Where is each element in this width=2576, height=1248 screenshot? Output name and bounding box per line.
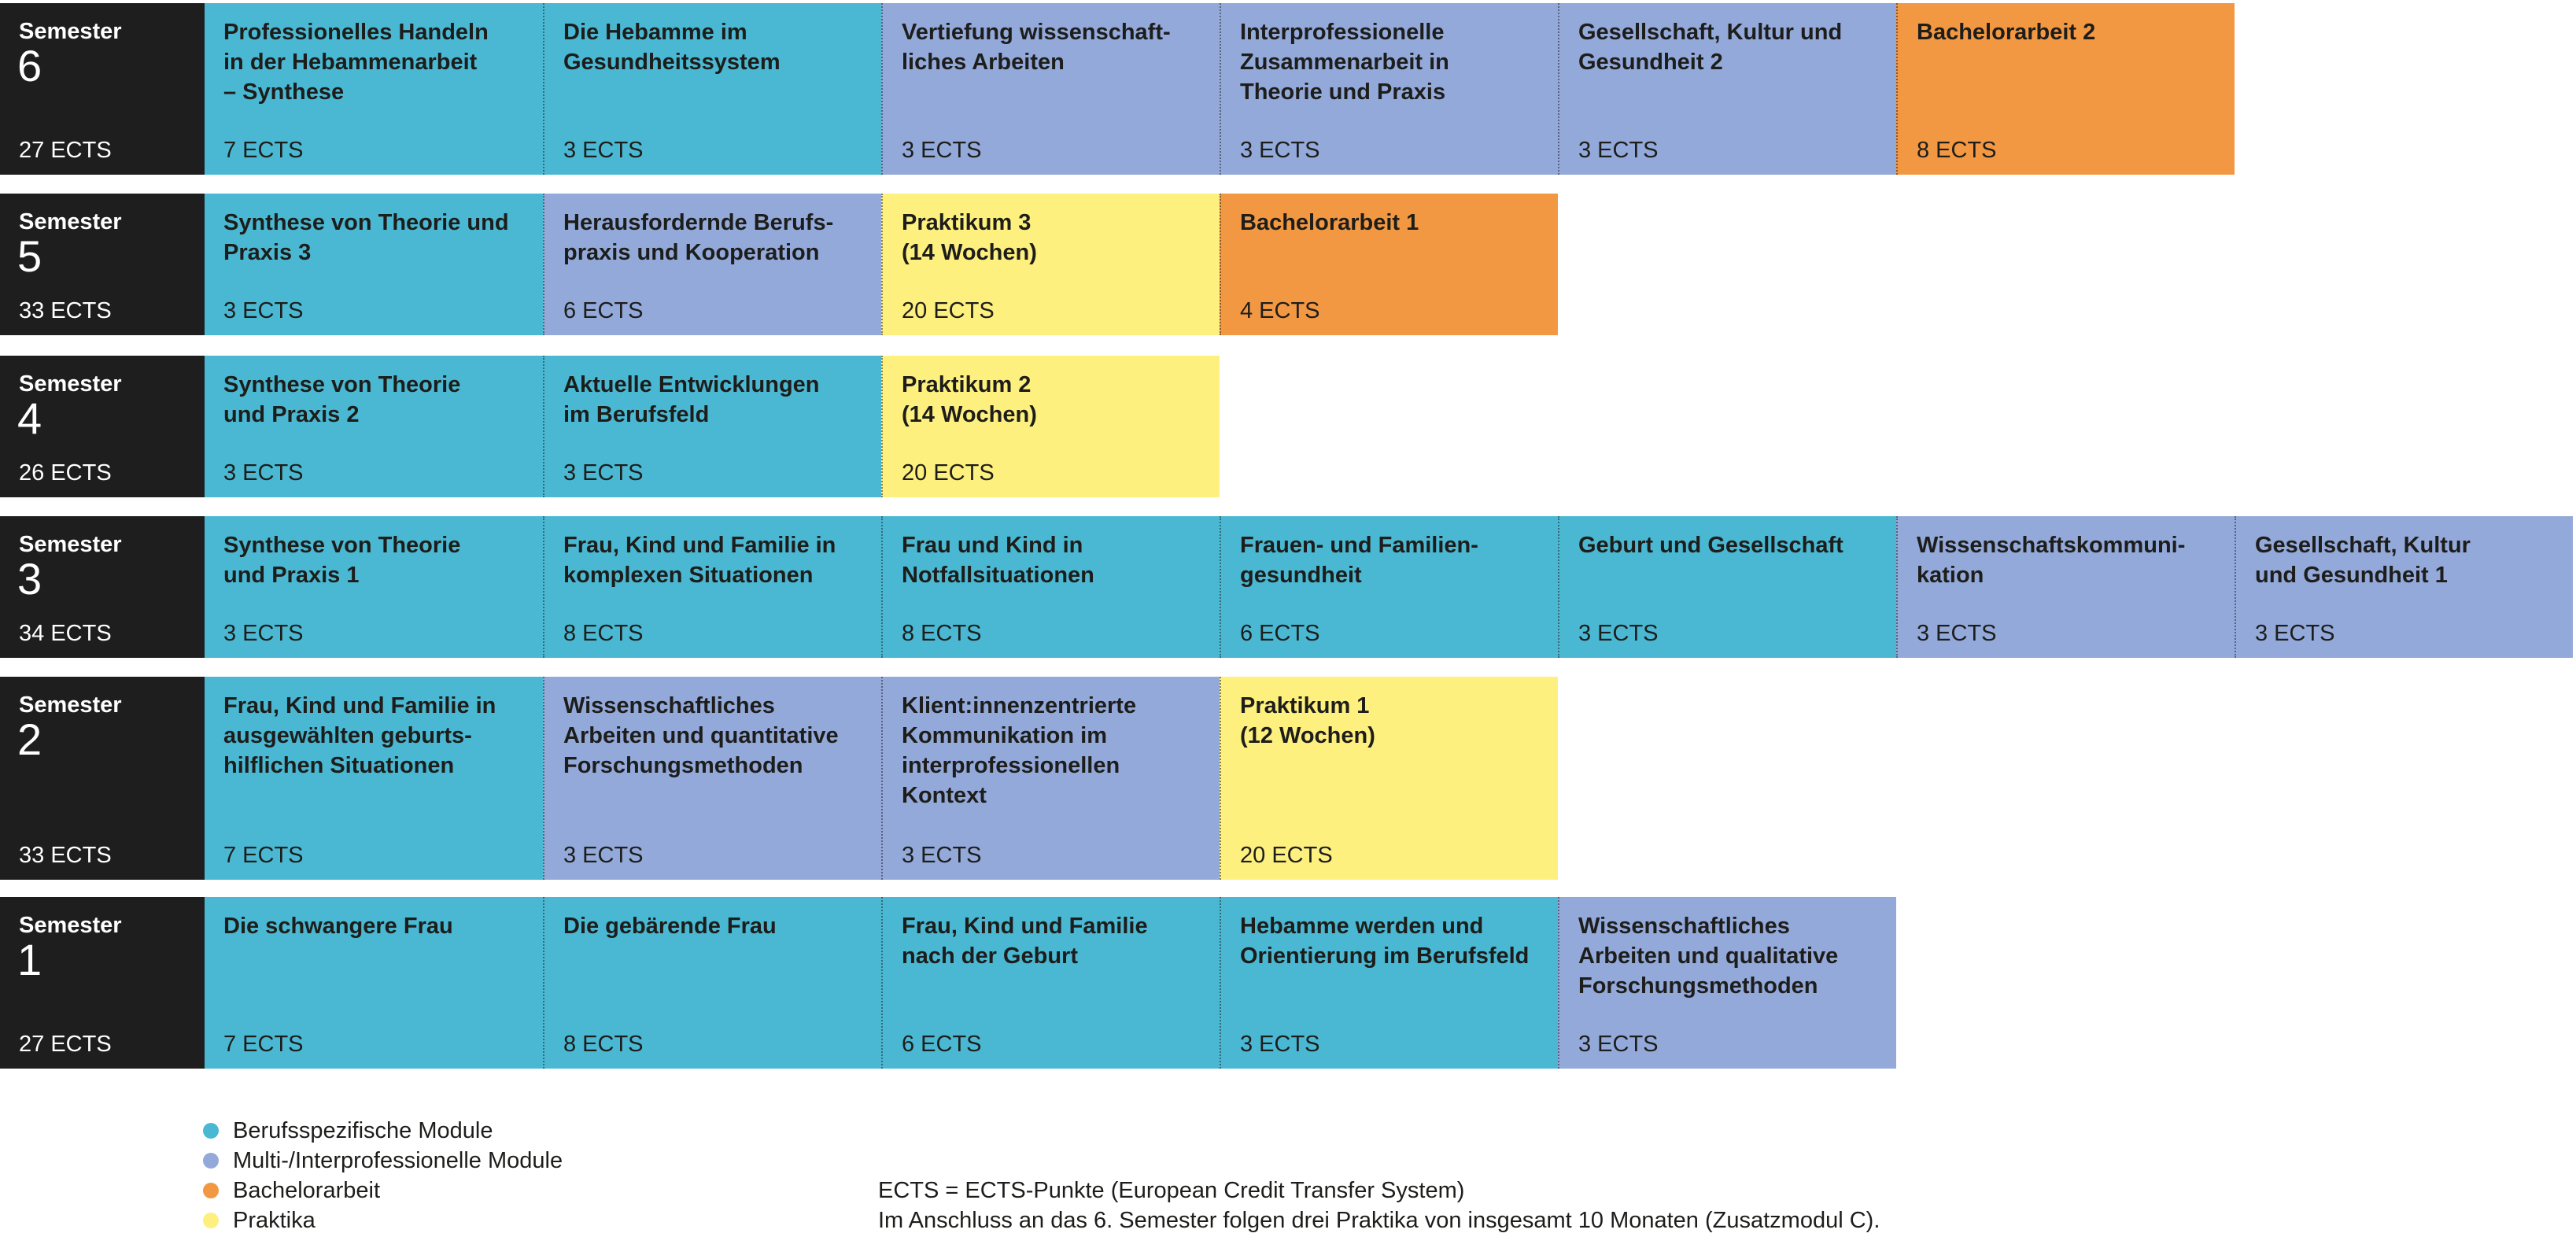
module-title: Wissenschaftskommuni- kation (1917, 533, 2186, 588)
module-card (881, 3, 1220, 175)
module-title: Bachelorarbeit 2 (1917, 20, 2096, 45)
module-card (1220, 194, 1558, 335)
semester-header (0, 677, 205, 880)
legend-dot-berufs (203, 1123, 219, 1139)
legend-item-berufsspezifisch (203, 1116, 563, 1146)
semester-header (0, 194, 205, 335)
module-card (205, 677, 543, 880)
module-card (1558, 3, 1896, 175)
module-ects: 3 ECTS (2255, 621, 2335, 646)
module-ects: 7 ECTS (223, 138, 304, 163)
legend-label: Multi-/Interprofessionelle Module (233, 1147, 563, 1173)
module-title: Die Hebamme im Gesundheitssystem (563, 20, 781, 75)
module-ects: 3 ECTS (1578, 1032, 1659, 1057)
module-title: Wissenschaftliches Arbeiten und quantitative Forschungsmethoden (563, 693, 839, 778)
semester-ects: 27 ECTS (19, 1032, 112, 1057)
module-card (205, 897, 543, 1069)
module-card (543, 516, 881, 658)
module-title: Die gebärende Frau (563, 914, 777, 939)
module-ects: 8 ECTS (563, 1032, 644, 1057)
semester-header (0, 3, 205, 175)
module-title: Hebamme werden und Orientierung im Berufsfeld (1240, 914, 1530, 969)
semester-row-4 (0, 356, 1220, 497)
module-card (1220, 677, 1558, 880)
module-title: Aktuelle Entwicklungen im Berufsfeld (563, 372, 820, 427)
module-ects: 3 ECTS (1240, 1032, 1320, 1057)
module-card (881, 356, 1220, 497)
legend-label: Bachelorarbeit (233, 1177, 380, 1203)
module-title: Bachelorarbeit 1 (1240, 210, 1419, 235)
module-ects: 6 ECTS (902, 1032, 982, 1057)
module-title: Frau, Kind und Familie in ausgewählten geburts- hilflichen Situationen (223, 693, 496, 778)
semester-header (0, 897, 205, 1069)
module-card (1896, 3, 2235, 175)
module-card (205, 194, 543, 335)
legend-dot-multi (203, 1153, 219, 1169)
module-title: Praktikum 1 (12 Wochen) (1240, 693, 1375, 748)
legend-label: Praktika (233, 1207, 316, 1233)
semester-label: Semester (19, 19, 122, 44)
module-card (1896, 516, 2235, 658)
module-ects: 3 ECTS (223, 298, 304, 323)
module-ects: 3 ECTS (1240, 138, 1320, 163)
module-card (1558, 897, 1896, 1069)
semester-row-1 (0, 897, 1896, 1069)
module-ects: 20 ECTS (902, 298, 995, 323)
module-ects: 3 ECTS (223, 621, 304, 646)
semester-ects: 34 ECTS (19, 621, 112, 646)
semester-row-3 (0, 516, 2573, 658)
semester-number: 1 (17, 935, 42, 984)
legend (203, 1116, 563, 1235)
module-title: Interprofessionelle Zusammenarbeit in Theorie und Praxis (1240, 20, 1449, 105)
module-card (543, 677, 881, 880)
module-card (881, 897, 1220, 1069)
module-title: Frau, Kind und Familie in komplexen Situationen (563, 533, 836, 588)
module-ects: 8 ECTS (902, 621, 982, 646)
module-ects: 3 ECTS (563, 460, 644, 486)
module-card (1220, 516, 1558, 658)
semester-ects: 27 ECTS (19, 138, 112, 163)
module-card (205, 356, 543, 497)
module-ects: 8 ECTS (1917, 138, 1997, 163)
module-ects: 3 ECTS (223, 460, 304, 486)
module-ects: 8 ECTS (563, 621, 644, 646)
module-title: Frau, Kind und Familie nach der Geburt (902, 914, 1148, 969)
module-card (205, 516, 543, 658)
semester-number: 3 (17, 554, 42, 604)
module-title: Praktikum 3 (14 Wochen) (902, 210, 1037, 265)
module-title: Professionelles Handeln in der Hebammenarbeit – Synthese (223, 20, 489, 105)
module-ects: 3 ECTS (1917, 621, 1997, 646)
module-title: Gesellschaft, Kultur und Gesundheit 2 (1578, 20, 1843, 75)
semester-row-6 (0, 3, 2235, 175)
module-title: Synthese von Theorie und Praxis 1 (223, 533, 461, 588)
module-card (543, 356, 881, 497)
module-ects: 4 ECTS (1240, 298, 1320, 323)
module-title: Gesellschaft, Kultur und Gesundheit 1 (2255, 533, 2471, 588)
module-ects: 3 ECTS (563, 843, 644, 868)
footnotes (878, 1176, 1880, 1235)
module-title: Synthese von Theorie und Praxis 2 (223, 372, 461, 427)
footnote-ects: ECTS = ECTS-Punkte (European Credit Transfer System) (878, 1178, 1465, 1203)
module-ects: 3 ECTS (1578, 621, 1659, 646)
legend-item-interprofessionell (203, 1146, 563, 1176)
footnote-praktika: Im Anschluss an das 6. Semester folgen drei Praktika von insgesamt 10 Monaten (Zusatzmodul C). (878, 1208, 1880, 1233)
module-card (205, 3, 543, 175)
legend-dot-bach (203, 1183, 219, 1198)
module-card (1558, 516, 1896, 658)
semester-label: Semester (19, 692, 122, 718)
semester-header (0, 516, 205, 658)
module-title: Herausfordernde Berufs- praxis und Kooperation (563, 210, 834, 265)
legend-item-praktika (203, 1206, 563, 1235)
module-title: Frauen- und Familien- gesundheit (1240, 533, 1478, 588)
module-title: Praktikum 2 (14 Wochen) (902, 372, 1037, 427)
module-ects: 6 ECTS (563, 298, 644, 323)
legend-label: Berufsspezifische Module (233, 1117, 493, 1143)
module-title: Geburt und Gesellschaft (1578, 533, 1843, 558)
module-ects: 7 ECTS (223, 1032, 304, 1057)
module-ects: 3 ECTS (1578, 138, 1659, 163)
semester-label: Semester (19, 913, 122, 938)
module-ects: 3 ECTS (902, 843, 982, 868)
semester-row-5 (0, 194, 1558, 335)
module-title: Die schwangere Frau (223, 914, 453, 939)
module-card (1220, 897, 1558, 1069)
semester-label: Semester (19, 532, 122, 557)
module-card (881, 194, 1220, 335)
module-title: Vertiefung wissenschaft- liches Arbeiten (902, 20, 1171, 75)
module-card (881, 516, 1220, 658)
semester-number: 5 (17, 231, 42, 281)
module-card (543, 897, 881, 1069)
legend-dot-prak (203, 1213, 219, 1228)
module-card (543, 194, 881, 335)
semester-number: 2 (17, 714, 42, 764)
semester-label: Semester (19, 371, 122, 397)
module-title: Frau und Kind in Notfallsituationen (902, 533, 1094, 588)
module-ects: 7 ECTS (223, 843, 304, 868)
module-title: Wissenschaftliches Arbeiten und qualitative Forschungsmethoden (1578, 914, 1839, 999)
legend-item-bachelorarbeit (203, 1176, 563, 1206)
module-ects: 6 ECTS (1240, 621, 1320, 646)
module-ects: 3 ECTS (902, 138, 982, 163)
semester-ects: 33 ECTS (19, 843, 112, 868)
module-card (1220, 3, 1558, 175)
module-ects: 3 ECTS (563, 138, 644, 163)
module-card (881, 677, 1220, 880)
semester-number: 4 (17, 393, 42, 443)
module-ects: 20 ECTS (902, 460, 995, 486)
semester-label: Semester (19, 209, 122, 234)
semester-number: 6 (17, 41, 42, 90)
module-title: Klient:innenzentrierte Kommunikation im interprofessionellen Kontext (902, 693, 1137, 808)
module-card (543, 3, 881, 175)
module-ects: 20 ECTS (1240, 843, 1333, 868)
module-title: Synthese von Theorie und Praxis 3 (223, 210, 509, 265)
semester-ects: 26 ECTS (19, 460, 112, 486)
module-card (2235, 516, 2573, 658)
semester-ects: 33 ECTS (19, 298, 112, 323)
semester-row-2 (0, 677, 1558, 880)
semester-header (0, 356, 205, 497)
